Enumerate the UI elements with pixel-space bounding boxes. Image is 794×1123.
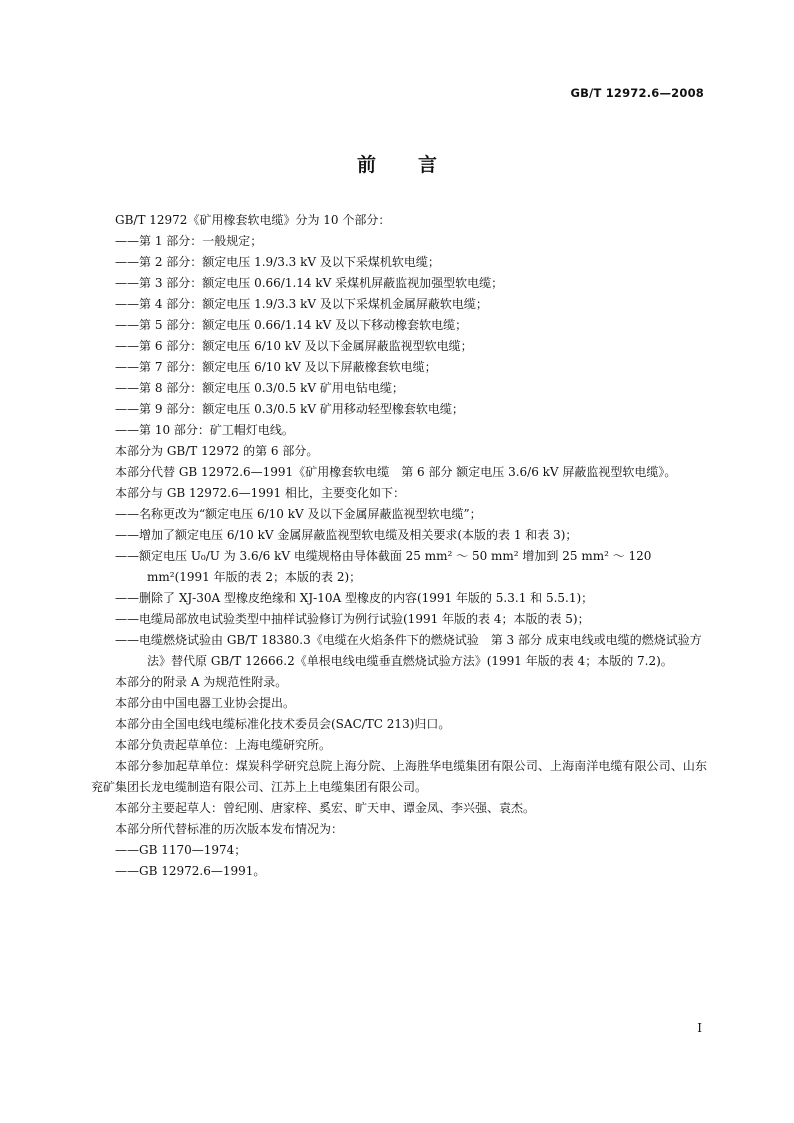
change-list-item: ——名称更改为“额定电压 6/10 kV 及以下金属屏蔽监视型软电缆”； (115, 507, 482, 521)
history-list-item: ——GB 12972.6—1991。 (115, 864, 266, 878)
foreword-body (91, 210, 707, 882)
drafters-paragraph: 本部分主要起草人：曾纪刚、唐家梓、奚宏、旷天申、谭金凤、李兴强、袁杰。 (115, 801, 536, 815)
drafting-unit-paragraph: 本部分负责起草单位：上海电缆研究所。 (115, 738, 332, 752)
annex-paragraph: 本部分的附录 A 为规范性附录。 (115, 675, 288, 689)
part-list-item: ——第 6 部分：额定电压 6/10 kV 及以下金属屏蔽监视型软电缆； (115, 339, 473, 353)
history-list-item: ——GB 1170—1974； (115, 843, 247, 857)
change-list-item: ——额定电压 U₀/U 为 3.6/6 kV 电缆规格由导体截面 25 mm² ～ 50 mm² 增加到 25 mm² ～ 120 mm²(1991 年版的表 2；本版的表 2)； (115, 549, 652, 584)
replaces-paragraph: 本部分代替 GB 12972.6—1991《矿用橡套软电缆 第 6 部分 额定电压 3.6/6 kV 屏蔽监视型软电缆》。 (115, 465, 677, 479)
part-list-item: ——第 4 部分：额定电压 1.9/3.3 kV 及以下采煤机金属屏蔽软电缆； (115, 297, 488, 311)
intro-paragraph: GB/T 12972《矿用橡套软电缆》分为 10 个部分： (115, 213, 391, 227)
change-list-item: ——电缆燃烧试验由 GB/T 18380.3《电缆在火焰条件下的燃烧试验 第 3 部分 成束电线或电缆的燃烧试验方法》替代原 GB/T 12666.2《单根电线电缆垂直燃烧试验方法》(1991 年版的表 4；本版的 7.2)。 (115, 633, 702, 668)
page-number: I (697, 1021, 702, 1035)
centralized-by-paragraph: 本部分由全国电线电缆标准化技术委员会(SAC/TC 213)归口。 (115, 717, 451, 731)
standard-code: GB/T 12972.6—2008 (570, 86, 704, 100)
part-list-item: ——第 7 部分：额定电压 6/10 kV 及以下屏蔽橡套软电缆； (115, 360, 437, 374)
part-list-item: ——第 8 部分：额定电压 0.3/0.5 kV 矿用电钻电缆； (115, 381, 404, 395)
page-title: 前言 (356, 154, 479, 176)
change-list-item: ——电缆局部放电试验类型中抽样试验修订为例行试验(1991 年版的表 4；本版的表 5)； (115, 612, 590, 626)
part-of-paragraph: 本部分为 GB/T 12972 的第 6 部分。 (115, 444, 319, 458)
part-list-item: ——第 3 部分：额定电压 0.66/1.14 kV 采煤机屏蔽监视加强型软电缆； (115, 276, 504, 290)
changes-intro-paragraph: 本部分与 GB 12972.6—1991 相比，主要变化如下： (115, 486, 406, 500)
part-list-item: ——第 2 部分：额定电压 1.9/3.3 kV 及以下采煤机软电缆； (115, 255, 440, 269)
change-list-item: ——增加了额定电压 6/10 kV 金属屏蔽监视型软电缆及相关要求(本版的表 1 和表 3)； (115, 528, 578, 542)
proposed-by-paragraph: 本部分由中国电器工业协会提出。 (115, 696, 296, 710)
part-list-item: ——第 10 部分：矿工帽灯电线。 (115, 423, 294, 437)
history-intro-paragraph: 本部分所代替标准的历次版本发布情况为： (115, 822, 344, 836)
participating-units-paragraph: 本部分参加起草单位：煤炭科学研究总院上海分院、上海胜华电缆集团有限公司、上海南洋电缆有限公司、山东兖矿集团长龙电缆制造有限公司、江苏上上电缆集团有限公司。 (91, 759, 707, 794)
change-list-item: ——删除了 XJ-30A 型橡皮绝缘和 XJ-10A 型橡皮的内容(1991 年版的 5.3.1 和 5.5.1)； (115, 591, 594, 605)
part-list-item: ——第 5 部分：额定电压 0.66/1.14 kV 及以下移动橡套软电缆； (115, 318, 468, 332)
part-list-item: ——第 1 部分：一般规定； (115, 234, 263, 248)
part-list-item: ——第 9 部分：额定电压 0.3/0.5 kV 矿用移动轻型橡套软电缆； (115, 402, 464, 416)
